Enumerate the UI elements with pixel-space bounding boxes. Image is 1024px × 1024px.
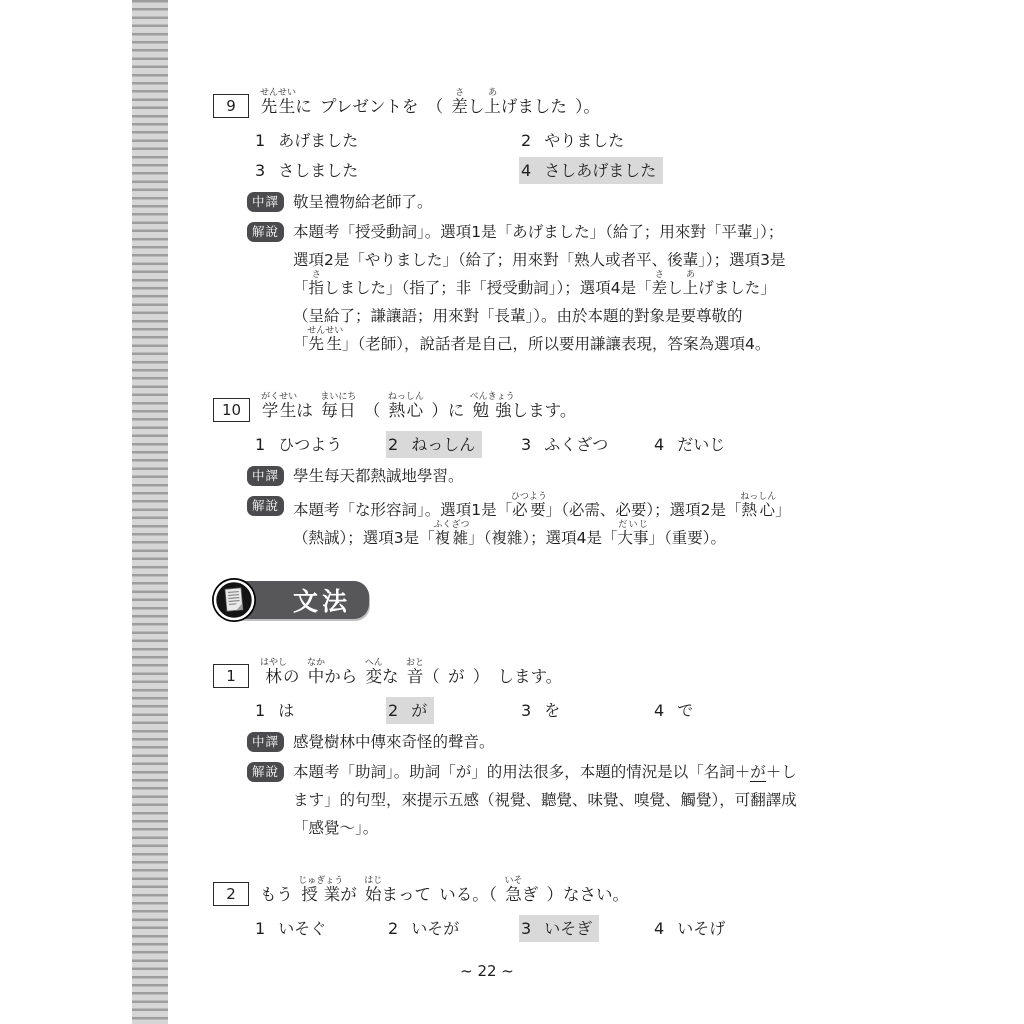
option-label: を xyxy=(544,701,561,720)
page-number: ~ 22 ~ xyxy=(460,962,514,980)
option-number: 2 xyxy=(388,919,399,938)
question-stem: もう 授業じゅぎょうが 始はじまって いる。（ 急いそぎ ）なさい。 xyxy=(260,876,630,904)
option-number: 2 xyxy=(388,701,399,720)
question-block xyxy=(213,862,805,944)
answer-option xyxy=(386,914,519,944)
question-options xyxy=(213,914,805,944)
question-options xyxy=(213,696,805,726)
book-icon xyxy=(211,577,257,623)
option-number: 2 xyxy=(388,435,399,454)
question-header xyxy=(213,74,805,118)
answer-option-text xyxy=(386,915,466,942)
answer-option xyxy=(386,696,519,726)
question-number-box: 1 xyxy=(213,664,249,688)
answer-option xyxy=(519,156,663,186)
question-number-box: 10 xyxy=(213,398,250,422)
correct-answer-highlight xyxy=(386,697,434,724)
question-options xyxy=(213,430,805,460)
question-header xyxy=(213,378,805,422)
translation-badge: 中譯 xyxy=(247,192,284,212)
explanation-row xyxy=(213,218,805,358)
answer-option xyxy=(519,126,785,156)
question-stem: 林はやしの 中なかから 変へんな 音おと（ が ） します。 xyxy=(260,658,563,686)
option-label: いそぎ xyxy=(544,919,593,938)
option-number: 4 xyxy=(521,161,532,180)
option-label: ふくざつ xyxy=(544,435,609,454)
answer-option-text xyxy=(519,127,631,154)
answer-option xyxy=(519,696,652,726)
option-number: 1 xyxy=(255,131,266,150)
answer-option-text xyxy=(253,157,365,184)
answer-option xyxy=(652,430,732,460)
option-label: ねっしん xyxy=(411,435,476,454)
option-number: 1 xyxy=(255,919,266,938)
option-label: いそが xyxy=(411,919,460,938)
answer-option xyxy=(519,914,652,944)
question-options xyxy=(213,126,805,186)
answer-option xyxy=(652,696,700,726)
question-block xyxy=(213,644,805,842)
correct-answer-highlight xyxy=(519,915,599,942)
translation-text: 學生每天都熱誠地學習。 xyxy=(293,467,464,485)
explanation-badge: 解說 xyxy=(247,496,284,516)
option-label: あげました xyxy=(278,131,359,150)
question-block xyxy=(213,378,805,552)
content xyxy=(213,74,805,964)
correct-answer-highlight xyxy=(386,431,482,458)
option-number: 4 xyxy=(654,435,665,454)
page-edge-binding xyxy=(132,0,168,1024)
translation-badge: 中譯 xyxy=(247,732,284,752)
option-label: で xyxy=(677,701,694,720)
question-stem: 先生せんせいに プレゼントを （ 差さし上あげました ）。 xyxy=(260,88,600,116)
option-label: ひつよう xyxy=(278,435,343,454)
translation-badge: 中譯 xyxy=(247,466,284,486)
option-label: が xyxy=(411,701,428,720)
translation-row xyxy=(213,188,805,216)
option-label: やりました xyxy=(544,131,625,150)
answer-option xyxy=(652,914,732,944)
question-number-box: 9 xyxy=(213,94,249,118)
answer-option xyxy=(253,696,386,726)
explanation-text: 本題考「助詞」。助詞「が」的用法很多，本題的情況是以「名詞＋が＋します」的句型，來提示五感（視覺、聽覺、味覺、嗅覺、觸覺），可翻譯成「感覺～」。 xyxy=(293,763,797,837)
option-number: 2 xyxy=(521,131,532,150)
question-header xyxy=(213,862,805,906)
answer-option-text xyxy=(253,431,349,458)
correct-answer-highlight xyxy=(519,157,663,184)
answer-option xyxy=(253,430,386,460)
option-label: は xyxy=(278,701,295,720)
answer-option xyxy=(386,430,519,460)
option-number: 3 xyxy=(255,161,266,180)
section-title: 文法 xyxy=(292,587,351,616)
section-banner xyxy=(213,578,805,622)
explanation-text: 本題考「授受動詞」。選項1是「あげました」（給了；用來對「平輩」）；選項2是「やりました」（給了；用來對「熟人或者平、後輩」）；選項3是「指さしました」（指了；非「授受動詞」）；選項4是「差さし上あげました」（呈給了；謙讓語；用來對「長輩」）。由於本題的對象是要尊敬的「先生せんせい」（老師），說話者是自己，所以要用謙讓表現，答案為選項4。 xyxy=(293,223,786,353)
explanation-row xyxy=(213,492,805,552)
explanation-badge: 解說 xyxy=(247,762,284,782)
option-label: だいじ xyxy=(677,435,726,454)
explanation-row xyxy=(213,758,805,842)
option-label: いそぐ xyxy=(278,919,327,938)
answer-option-text xyxy=(652,915,732,942)
option-label: さしあげました xyxy=(544,161,657,180)
question-stem: 学生がくせいは 毎日まいにち （ 熱心ねっしん ）に 勉強べんきょうします。 xyxy=(261,392,577,420)
option-number: 1 xyxy=(255,435,266,454)
explanation-text: 本題考「な形容詞」。選項1是「必要ひつよう」（必需、必要）；選項2是「熱ねっ心しん」（熱誠）；選項3是「複雑ふくざつ」（複雜）；選項4是「大事だいじ」（重要）。 xyxy=(293,492,791,547)
answer-option xyxy=(519,430,652,460)
option-label: さしました xyxy=(278,161,359,180)
question-block xyxy=(213,74,805,358)
option-number: 4 xyxy=(654,701,665,720)
option-label: いそげ xyxy=(677,919,726,938)
option-number: 4 xyxy=(654,919,665,938)
option-number: 1 xyxy=(255,701,266,720)
explanation-badge: 解說 xyxy=(247,222,284,242)
translation-text: 敬呈禮物給老師了。 xyxy=(293,193,433,211)
translation-row xyxy=(213,462,805,490)
answer-option xyxy=(253,156,519,186)
answer-option-text xyxy=(253,915,333,942)
section-banner-pill xyxy=(233,581,369,619)
question-number-box: 2 xyxy=(213,882,249,906)
answer-option-text xyxy=(519,431,615,458)
answer-option-text xyxy=(652,697,700,724)
option-number: 3 xyxy=(521,435,532,454)
answer-option xyxy=(253,914,386,944)
option-number: 3 xyxy=(521,701,532,720)
answer-option-text xyxy=(519,697,567,724)
answer-option-text xyxy=(652,431,732,458)
answer-option xyxy=(253,126,519,156)
translation-row xyxy=(213,728,805,756)
option-number: 3 xyxy=(521,919,532,938)
translation-text: 感覺樹林中傳來奇怪的聲音。 xyxy=(293,733,495,751)
answer-option-text xyxy=(253,697,301,724)
question-header xyxy=(213,644,805,688)
answer-option-text xyxy=(253,127,365,154)
